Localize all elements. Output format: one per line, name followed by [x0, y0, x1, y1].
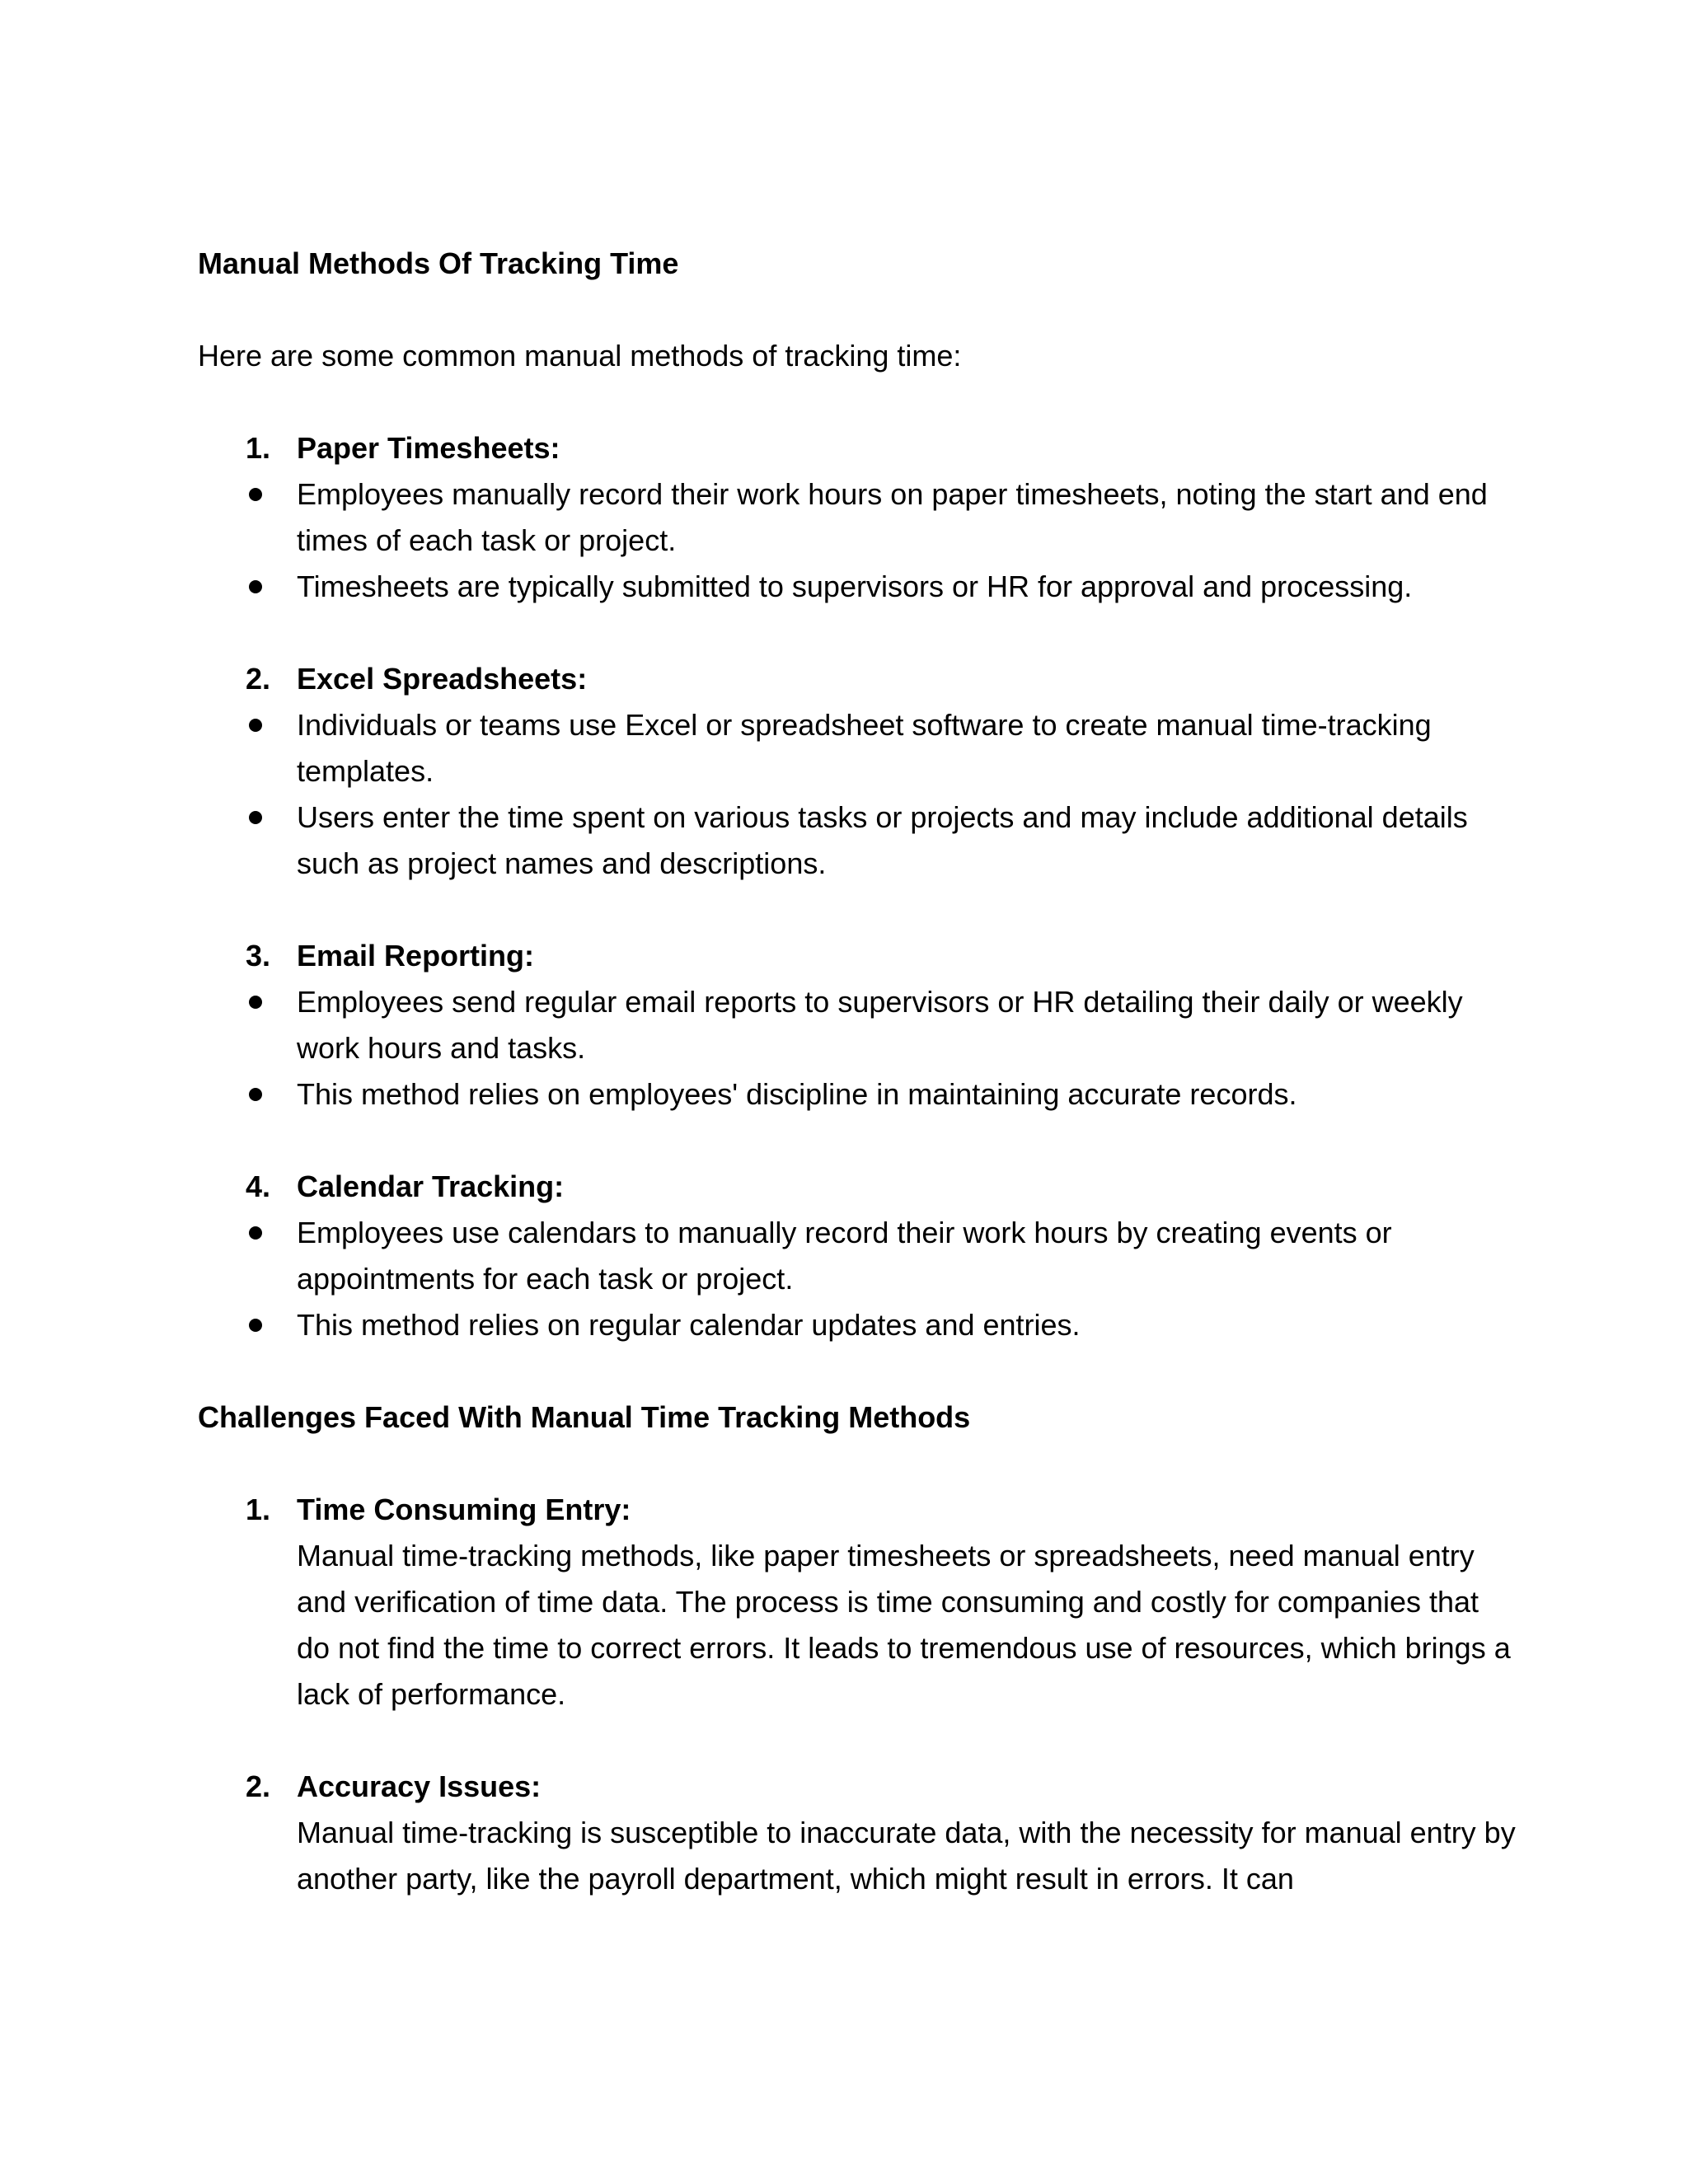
bullet-icon	[249, 811, 262, 824]
list-item	[198, 564, 1517, 610]
bullet-icon	[249, 580, 262, 593]
method-title: Paper Timesheets:	[297, 431, 560, 465]
bullet-text: Employees manually record their work hours on paper timesheets, noting the start and end times of each task or project.	[297, 477, 1488, 557]
bullet-icon	[249, 996, 262, 1009]
intro-paragraph: Here are some common manual methods of tracking time:	[198, 339, 962, 373]
list-number: 1.	[246, 431, 271, 465]
list-item	[198, 702, 1517, 794]
list-number: 2.	[246, 1769, 271, 1803]
list-item	[198, 979, 1517, 1071]
method-heading-excel-spreadsheets	[198, 656, 1517, 702]
section-heading-challenges: Challenges Faced With Manual Time Tracking Methods	[198, 1400, 971, 1434]
bullet-text: This method relies on regular calendar updates and entries.	[297, 1308, 1081, 1342]
bullet-icon	[249, 1226, 262, 1240]
challenge-heading-accuracy	[198, 1764, 1517, 1810]
bullet-icon	[249, 1319, 262, 1332]
bullet-text: Employees send regular email reports to supervisors or HR detailing their daily or weekly work hours and tasks.	[297, 985, 1463, 1065]
bullet-text: Timesheets are typically submitted to supervisors or HR for approval and processing.	[297, 569, 1413, 603]
method-heading-paper-timesheets	[198, 425, 1517, 471]
list-item	[198, 1210, 1517, 1302]
challenge-heading-time-consuming	[198, 1487, 1517, 1533]
method-heading-calendar-tracking	[198, 1164, 1517, 1210]
list-number: 4.	[246, 1169, 271, 1203]
list-number: 3.	[246, 939, 271, 972]
method-title: Excel Spreadsheets:	[297, 662, 588, 696]
bullet-text: Users enter the time spent on various tasks or projects and may include additional details such as project names and descriptions.	[297, 800, 1468, 880]
list-number: 2.	[246, 662, 271, 696]
method-title: Calendar Tracking:	[297, 1169, 565, 1203]
method-title: Email Reporting:	[297, 939, 535, 972]
challenge-title: Accuracy Issues:	[297, 1769, 542, 1803]
list-item	[198, 1071, 1517, 1118]
bullet-icon	[249, 1088, 262, 1101]
bullet-icon	[249, 719, 262, 732]
list-item	[198, 1302, 1517, 1348]
section-heading-manual-methods: Manual Methods Of Tracking Time	[198, 246, 679, 280]
bullet-icon	[249, 488, 262, 501]
bullet-text: This method relies on employees' discipline in maintaining accurate records.	[297, 1077, 1297, 1111]
bullet-text: Employees use calendars to manually record their work hours by creating events or appointments for each task or project.	[297, 1216, 1392, 1296]
list-item	[198, 471, 1517, 564]
method-heading-email-reporting	[198, 933, 1517, 979]
bullet-text: Individuals or teams use Excel or spreadsheet software to create manual time-tracking templates.	[297, 708, 1432, 788]
challenge-paragraph: Manual time-tracking is susceptible to inaccurate data, with the necessity for manual entry by another party, like the payroll department, which might result in errors. It can	[297, 1816, 1516, 1896]
challenge-paragraph: Manual time-tracking methods, like paper timesheets or spreadsheets, need manual entry and verification of time data. The process is time consuming and costly for companies that do not find the time to correct errors. It leads to tremendous use of resources, which brings a lack of performance.	[297, 1539, 1511, 1711]
document-content	[198, 241, 1517, 1902]
list-number: 1.	[246, 1493, 271, 1526]
list-item	[198, 794, 1517, 887]
challenge-title: Time Consuming Entry:	[297, 1493, 631, 1526]
